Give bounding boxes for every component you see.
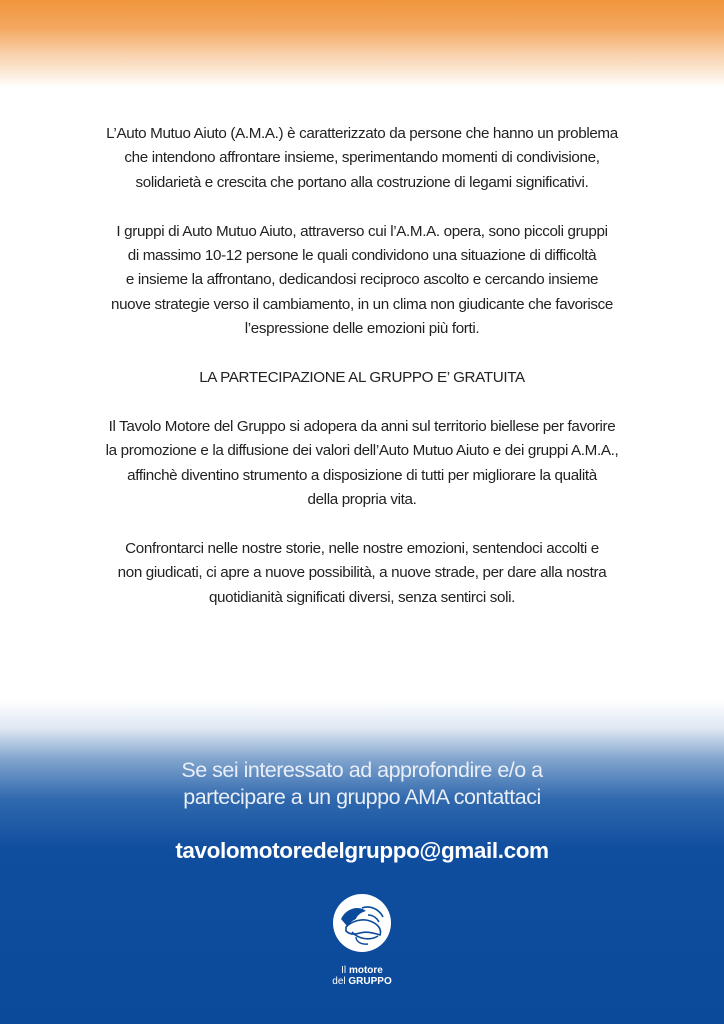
cta-line: partecipare a un gruppo AMA contattaci xyxy=(183,785,541,809)
logo-bold-1: motore xyxy=(348,965,383,976)
logo-line-2 xyxy=(315,976,409,987)
text-line: LA PARTECIPAZIONE AL GRUPPO E’ GRATUITA xyxy=(199,369,525,387)
text-line: Confrontarci nelle nostre storie, nelle nostre emozioni, sentendoci accolti e xyxy=(125,539,599,557)
text-line: L’Auto Mutuo Aiuto (A.M.A.) è caratterizzato da persone che hanno un problema xyxy=(106,125,618,142)
text-line: la promozione e la diffusione dei valori dell’Auto Mutuo Aiuto e dei gruppi A.M.A., xyxy=(105,442,619,460)
paragraph-closing xyxy=(40,537,684,610)
paragraph-free-participation xyxy=(40,366,684,390)
text-line: non giudicati, ci apre a nuove possibilità, a nuove strade, per dare alla nostra xyxy=(117,564,607,582)
text-line: affinchè diventino strumento a disposizione di tutti per migliorare la qualità xyxy=(127,466,597,484)
text-line: di massimo 10-12 persone le quali condividono una situazione di difficoltà xyxy=(127,247,597,265)
paragraph-tavolo-motore xyxy=(40,415,684,513)
text-line: che intendono affrontare insieme, sperimentando momenti di condivisione, xyxy=(124,149,600,167)
paragraph-intro xyxy=(40,122,684,195)
text-line: solidarietà e crescita che portano alla costruzione di legami significativi. xyxy=(135,173,589,191)
text-line: quotidianità significati diversi, senza sentirci soli. xyxy=(208,588,516,606)
contact-email-link[interactable]: tavolomotoredelgruppo@gmail.com xyxy=(175,838,549,863)
text-line: nuove strategie verso il cambiamento, in un clima non giudicante che favorisce xyxy=(110,295,614,313)
text-line: Il Tavolo Motore del Gruppo si adopera da anni sul territorio biellese per favorire xyxy=(108,417,616,435)
text-line: e insieme la affrontano, dedicandosi reciproco ascolto e cercando insieme xyxy=(125,271,599,289)
logo-prefix-1: Il xyxy=(341,965,349,976)
logo-prefix-2: del xyxy=(332,976,349,987)
text-line: I gruppi di Auto Mutuo Aiuto, attraverso cui l’A.M.A. opera, sono piccoli gruppi xyxy=(116,222,608,240)
text-line: l’espressione delle emozioni più forti. xyxy=(244,320,480,338)
contact-call-to-action xyxy=(0,757,724,811)
body-text xyxy=(40,122,684,634)
logo-wordmark xyxy=(315,965,409,987)
cta-line: Se sei interessato ad approfondire e/o a xyxy=(181,758,543,782)
logo-line-1 xyxy=(315,965,409,976)
paragraph-groups xyxy=(40,220,684,342)
logo xyxy=(315,893,409,993)
logo-bold-2: GRUPPO xyxy=(348,976,392,987)
hands-circle-icon xyxy=(332,893,392,953)
text-line: della propria vita. xyxy=(307,491,417,509)
